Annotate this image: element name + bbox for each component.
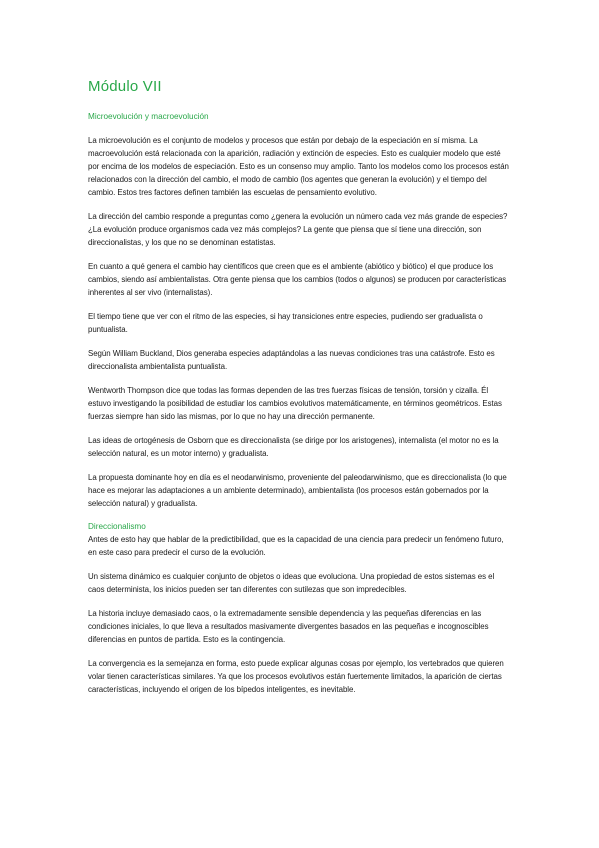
- section-heading: Microevolución y macroevolución: [88, 112, 209, 121]
- subheading-direccionalismo: Direccionalismo: [88, 522, 146, 531]
- paragraph: Según William Buckland, Dios generaba especies adaptándolas a las nuevas condiciones tras una catástrofe. Esto es direccionalista ambientalista puntualista.: [88, 349, 495, 371]
- paragraph: Antes de esto hay que hablar de la predictibilidad, que es la capacidad de una ciencia para predecir un fenómeno futuro, en este caso para predecir el curso de la evolución.: [88, 535, 504, 557]
- paragraph: Wentworth Thompson dice que todas las formas dependen de las tres fuerzas físicas de tensión, torsión y cizalla. Él estuvo investigando la posibilidad de estudiar los cambios evolutivos matemáticamente, en términos geométricos. Estas fuerzas siempre han sido las mismas, por lo que no hay una dirección permanente.: [88, 386, 502, 421]
- paragraph: La dirección del cambio responde a preguntas como ¿genera la evolución un número cada vez más grande de especies? ¿La evolución produce organismos cada vez más complejos? La gente que piensa que sí tiene una dirección, son direccionalistas, y los que no se denominan estatistas.: [88, 212, 508, 247]
- module-title: Módulo VII: [88, 78, 162, 95]
- paragraph: Un sistema dinámico es cualquier conjunto de objetos o ideas que evoluciona. Una propiedad de estos sistemas es el caos determinista, los inicios pueden ser tan diferentes con sutilezas que son impredecibles.: [88, 572, 495, 594]
- paragraph: La propuesta dominante hoy en día es el neodarwinismo, proveniente del paleodarwinismo, que es direccionalista (lo que hace es mejorar las adaptaciones a un ambiente determinado), ambientalista (los procesos están gobernados por la selección natural) y gradualista.: [88, 473, 507, 508]
- paragraph: El tiempo tiene que ver con el ritmo de las especies, si hay transiciones entre especies, pudiendo ser gradualista o puntualista.: [88, 312, 483, 334]
- paragraph: La historia incluye demasiado caos, o la extremadamente sensible dependencia y las pequeñas diferencias en las condiciones iniciales, lo que lleva a resultados masivamente divergentes basados en las pequeñas e incognoscibles diferencias en puntos de partida. Esto es la contingencia.: [88, 609, 489, 644]
- paragraph: Las ideas de ortogénesis de Osborn que es direccionalista (se dirige por los aristogenes), internalista (el motor no es la selección natural, es un motor interno) y gradualista.: [88, 436, 499, 458]
- paragraph: La convergencia es la semejanza en forma, esto puede explicar algunas cosas por ejemplo, los vertebrados que quieren volar tienen características similares. Ya que los procesos evolutivos están fuertemente limitados, la aparición de ciertas características, incluyendo el origen de los bípedos inteligentes, es inevitable.: [88, 659, 504, 694]
- paragraph: En cuanto a qué genera el cambio hay científicos que creen que es el ambiente (abiótico y biótico) el que produce los cambios, siendo así ambientalistas. Otra gente piensa que los cambios (todos o algunos) se producen por características inherentes al ser vivo (internalistas).: [88, 262, 507, 297]
- paragraph: La microevolución es el conjunto de modelos y procesos que están por debajo de la especiación en sí misma. La macroevolución está relacionada con la aparición, radiación y extinción de especies. Esto es cualquier modelo que esté por encima de los modelos de especiación. Esto es un consenso muy amplio. Tanto los modelos como los procesos están relacionados con la dirección del cambio, el modo de cambio (los agentes que generan la evolución) y el tiempo del cambio. Estos tres factores definen también las escuelas de pensamiento evolutivo.: [88, 136, 509, 197]
